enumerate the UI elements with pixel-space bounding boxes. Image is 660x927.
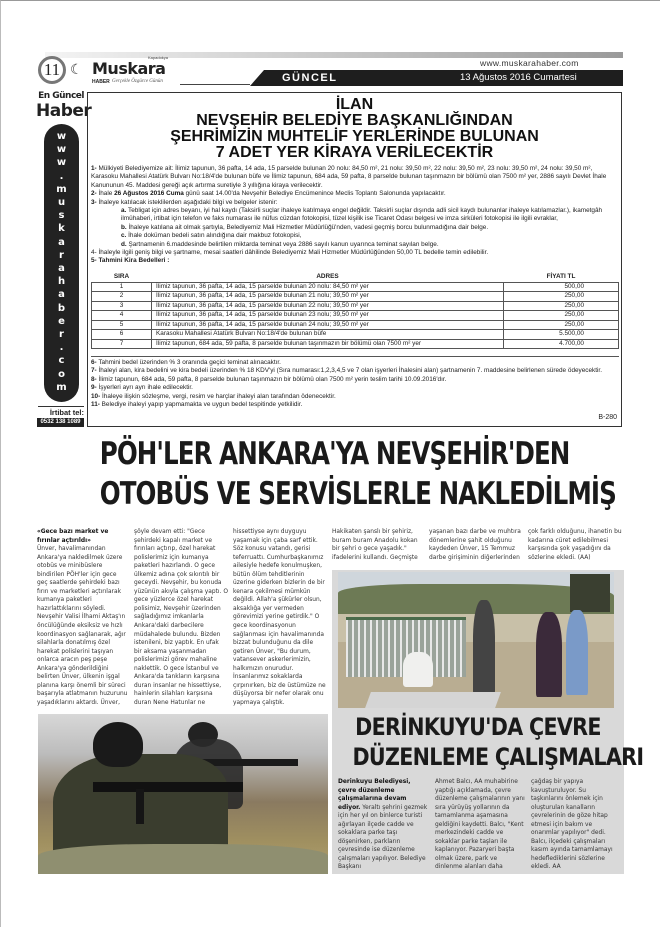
notice-item-3 [91,199,619,207]
url-letter: o [58,368,65,380]
item-letter: c. [121,232,127,240]
photo-shape [93,722,143,767]
table-row [92,330,619,340]
notice-reference: B-280 [598,414,617,421]
rent-table [91,273,619,349]
table-row [92,339,619,349]
notice-title-2: NEVŞEHİR BELEDİYE BAŞKANLIĞINDAN [196,112,513,129]
photo-shape [473,600,495,695]
url-letter: e [58,315,65,327]
cell-adres: İlimiz tapunun, 36 pafta, 14 ada, 15 parselde bulunan 21 nolu; 39,50 m² yer [152,292,504,302]
article-column-5: yaşanan bazı darbe ve muhtıra dönemlerine şahit olduğunu kaydeden Ünver, 15 Temmuz darbe girişiminin diğerlerinden [429,529,521,561]
special-forces-photo [38,714,328,874]
notice-body [91,165,619,266]
notice-title-1: İLAN [335,96,374,113]
notice-item-3a [91,207,619,224]
contact-divider [38,406,84,407]
article-text: Ünver, havalimanından Ankara'ya nakledilmek üzere otobüs ve minibüslere bindirilen PÖH'ler için gece geç saatlerde şehirdeki bazı fırın ve marketleri açtırılarak kumanya paketleri hazırlattıklarını söyledi. Nevşehir Valisi İlhami Aktaş'ın öncülüğünde eksiksiz ve hızlı koordinasyon sağlanarak, ağır silahlarla donatılmış özel harekat polislerini taşıyan onlarca aracın peş peşe Ankara'ya gönderildiğini belirten Ünver, ülkenin işgal planına karşı önemli bir süreci başarıyla atlatmanın huzurunu yaşadıklarını aktardı. Ünver, [37,546,128,706]
cell-adres: İlimiz tapunun, 684 ada, 59 pafta, 8 parselde bulunan taşınmazın bir bölümü olan 7500 m² yer [152,339,504,349]
cell-fiyat: 250,00 [504,301,619,311]
cell-adres: İlimiz tapunun, 36 pafta, 14 ada, 15 parselde bulunan 22 nolu; 39,50 m² yer [152,301,504,311]
cell-sira: 2 [92,292,152,302]
item-number: 7- [91,367,97,375]
derinkuyu-column-1 [338,778,428,872]
contact-phone[interactable]: 0532 138 1089 [37,418,84,427]
item-text: İhaleye ilişkin sözleşme, vergi, resim ve harçlar ihaleyi alan tarafından ödenecektir. [102,392,336,400]
cell-sira: 4 [92,311,152,321]
derinkuyu-column-2: Ahmet Balcı, AA muhabirine yaptığı açıklamada, çevre düzenleme çalışmalarının yanı sıra yürüyüş yollarının da tamamlanma aşamasına geldiğini kaydetti. Balcı, "Kent merkezindeki cadde ve sokaklar parke taşları ile kaplanıyor. Pazaryeri başta olmak üzere, park ve dinlenme alanları daha [435,779,525,871]
url-letter: . [59,170,64,182]
url-letter: a [58,236,65,248]
notice-item-7 [91,367,619,375]
issue-date: 13 Ağustos 2016 Cumartesi [460,72,577,83]
item-number: 2- [91,190,97,198]
photo-shape [93,782,243,792]
derinkuyu-column-3: çağdaş bir yapıya kavuşturuluyor. Su taşkınlarını önlemek için oluşturulan kanalların çevrelerinin de göze hitap etmesi için bakım ve onarımlar yapılıyor" dedi. Balcı, ilçedeki çalışmaları kasım ayında tamamlamayı hedeflediklerini sözlerine ekledi. AA [531,779,613,871]
item-text: İhale doküman bedeli satın alındığına dair makbuz fotokopisi, [128,232,302,240]
page-number: 11 [38,56,66,84]
cell-sira: 3 [92,301,152,311]
url-letter: w [56,131,67,142]
notice-item-11 [91,401,619,409]
derinkuyu-text: Yeraltı şehrini gezmek için her yıl on binlerce turisti ağırlayan ilçede cadde ve sokaklara parke taşı döşenirken, parkların çevresinde ise düzenleme çalışmaları yapılıyor. Belediye Başkanı [338,804,428,871]
sidebar-label-top: En Güncel [38,91,84,101]
logo-slogan: Gerçekle Özgürce Günün [112,79,163,84]
url-letter: c [58,355,65,367]
item-text: İlimiz tapunun, 684 ada, 59 pafta, 8 parselde bulunan taşınmazın bir bölümü olan 7500 m² yerin teslim tarihi 10.09.2016'dır. [98,375,447,383]
photo-shape [136,789,144,824]
item-number: 9- [91,384,97,392]
col-header-adres: ADRES [316,273,339,281]
article-column-2: şöyle devam etti: "Gece şehirdeki kapalı market ve fırınları açtırıp, özel harekat polislerimiz için kumanya paketleri hazırlandı. O gece ülkemiz adına çok sıkıntılı bir geceydi. Nevşehir, bu konuda yüzünün akıyla çalışma yaptı. O gece yüzlerce özel harekat polisimiz, Nevşehir üzerinden sağladığımız imkanlarla Ankara'daki darbecilere müdahalede bulundu. Bizden istenileni, biz yaptık. En ufak bir aksama yaşanmadan polislerimizi görev mahaline naklettik. O gece İstanbul ve Ankara'da tankların karşısına duran insanlar ne hissettiyse, hainlerin silahları karşısına duran Nene Hatunlar ne [134,529,228,706]
photo-shape [570,574,610,612]
main-headline-line1: PÖH'LER ANKARA'YA NEVŞEHİR'DEN [99,436,570,472]
table-header-row [92,273,619,282]
url-letter: m [56,183,67,195]
item-text: İşyerleri ayrı ayrı ihale edilecektir. [98,384,193,392]
cell-adres: Karasoku Mahallesi Atatürk Bulvarı No:18/4'de bulunan büfe [152,330,504,340]
cell-fiyat: 5.500,00 [504,330,619,340]
table-row [92,301,619,311]
logo-small-text: Kapadokya [148,55,169,60]
muskara-logo[interactable] [70,55,180,87]
vertical-url-pill[interactable] [44,124,79,402]
table-row [92,311,619,321]
cell-fiyat: 250,00 [504,292,619,302]
section-name: GÜNCEL [282,72,338,84]
derinkuyu-headline-line1: DERİNKUYU'DA ÇEVRE [355,713,601,741]
derinkuyu-lead: Derinkuyu Belediyesi, çevre düzenleme çalışmalarına devam ediyor. [338,779,411,811]
main-headline[interactable] [99,434,616,514]
url-letter: u [57,197,66,209]
item-number: 1- [91,165,97,172]
tender-date: 26 Ağustos 2016 Cuma [114,190,184,198]
photo-shape [403,652,433,687]
derinkuyu-headline-line2: DÜZENLEME ÇALIŞMALARI [352,743,644,771]
article-column-1 [37,528,129,707]
item-text: günü saat 14.00'da Nevşehir Belediye Encümenince Meclis Toplantı Salonunda yapılacaktır. [185,190,446,198]
cell-adres: İlimiz tapunun, 36 pafta, 14 ada, 15 parselde bulunan 20 nolu: 84,50 m² yer [152,282,504,292]
url-letter: w [56,157,67,169]
notice-item-3b [91,224,619,232]
notice-item-10 [91,393,619,401]
item-number: 3- [91,198,97,206]
main-headline-line2: OTOBÜS VE SERVİSLERLE NAKLEDİLMİŞ [99,476,616,512]
item-number: 6- [91,359,97,366]
notice-footer [91,356,619,409]
notice-item-4: 4- İhaleyle ilgili geniş bilgi ve şartname, mesai saatleri dâhilinde Belediyemiz Mali Hizmetler Müdürlüğünden 50,00 TL bedelle temin edilebilir. [91,249,489,257]
photo-shape [365,692,501,708]
contact-label: İrtibat tel: [49,408,84,417]
url-letter: h [57,276,66,288]
article-column-6: çok farklı olduğunu, ihanetin bu kadarına cüret edilebilmesi karşısında şok yaşadığını da sözlerine ekledi. (AA) [528,529,622,561]
table-row [92,282,619,292]
cell-sira: 1 [92,282,152,292]
cell-fiyat: 500,00 [504,282,619,292]
cell-adres: İlimiz tapunun, 36 pafta, 14 ada, 15 parselde bulunan 24 nolu; 39,50 m² yer [152,320,504,330]
logo-sub: HABER [92,79,110,85]
item-text: Belediye ihaleyi yapıp yapmamakta ve uygun bedel tespitinde yetkilidir. [101,401,303,409]
notice-title-3: ŞEHRİMİZİN MUHTELİF YERLERİNDE BULUNAN [170,128,539,145]
url-letter: k [58,223,65,235]
article-subhead: «Gece bazı market ve fırınlar açtırıldı» [37,529,109,544]
logo-name: Muskara [92,59,166,78]
item-letter: b. [121,223,127,231]
item-text: Şartnamenin 6.maddesinde belirtilen miktarda teminat veya 2886 sayılı kanun uyarınca teminat sayılan belge. [128,240,439,248]
item-number: 10- [91,392,101,400]
cell-fiyat: 250,00 [504,311,619,321]
header-divider [180,84,250,85]
url-letter: w [56,144,67,156]
url-letter: a [58,289,65,301]
notice-item-2 [91,190,619,198]
url-letter: m [56,381,67,393]
photo-shape [566,610,588,695]
url-letter: . [59,342,64,354]
item-number: 8- [91,375,97,383]
sidebar-label-big: Haber [36,101,92,121]
url-letter: b [57,302,66,314]
item-letter: d. [121,240,127,248]
url-letter: r [59,329,64,341]
url-letter: a [58,263,65,275]
notice-item-3d [91,241,619,249]
site-url[interactable]: www.muskarahaber.com [480,58,579,68]
tender-notice [87,92,622,427]
cell-sira: 6 [92,330,152,340]
item-text: Mülkiyeti Belediyemize ait: İlimiz tapunun, 36 pafta, 14 ada, 15 parselde bulunan 20 nolu: 84,50 m², 21 nolu: 39,50 m², 22 nolu: 39,50 m², 23 nolu: 39,50 m², 24 nolu: 39,50 m², Karasoku Mahallesi Atatürk Bulvarı No:18/4'de bulunan büfe ve İlimiz tapunun, 684 ada, 59 pafta, 8 parselde bulunan taşınmazın bir bölümü olan 7500 m² yer, 2886 sayılı Devlet İhale Kanununun 45. Maddesi gereği açık artırma suretiyle 3 yıllığına kiraya verilecektir. [91,165,607,189]
url-letter: r [59,249,64,261]
notice-item-5: 5- Tahmini Kira Bedelleri : [91,257,170,265]
table-row [92,320,619,330]
notice-item-3c [91,232,619,240]
item-text: İhaleyi alan, kira bedelini ve kira bedeli üzerinden % 18 KDV'yi (Sıra numarası:1,2,3,4,5 ve 7 olan işyerleri İhalesini alan) şartnamenin 7. maddesine belirlenen sürede ödeyecektir. [98,367,602,375]
notice-item-9 [91,384,619,392]
photo-shape [38,844,328,874]
notice-title-4: 7 ADET YER KİRAYA VERİLECEKTİR [215,144,494,161]
cell-fiyat: 4.700,00 [504,339,619,349]
item-text: Tahmini bedel üzerinden % 3 oranında geçici teminat alınacaktır. [98,359,281,366]
item-letter: a. [121,207,127,215]
cell-sira: 5 [92,320,152,330]
item-text: Tebligat için adres beyanı, iyi hal kaydı (Taksirli suçlar ihaleye katılmaya engel değildir. Taksirli suçlar dışında adli sicil kaydı bulunanlar ihaleye katılamazlar.), ikametgâh ilmühaberi, irtibat için telefon ve faks numarası ile nüfus cüzdan fotokopisi, tüzel kişilik ise Ticaret Odası belgesi ve imza sirküleri fotokopisi ile ilgili evraklar, [121,207,603,223]
photo-shape [536,612,562,697]
construction-workers-photo [338,572,614,708]
item-number: 11- [91,401,100,409]
cell-fiyat: 250,00 [504,320,619,330]
cell-adres: İlimiz tapunun, 36 pafta, 14 ada, 15 parselde bulunan 23 nolu; 39,50 m² yer [152,311,504,321]
col-header-fiyat: FİYATI TL [546,273,576,281]
article-column-4: Hakikaten şanslı bir şehiriz, buram buram Anadolu kokan bir şehri o gece yaşadık." ifadelerini kullandı. Geçmişte [332,529,418,561]
item-text: İhale [98,190,113,198]
notice-item-1 [91,165,619,190]
notice-item-8 [91,376,619,384]
bird-logo-icon: ☾ [70,61,83,77]
url-letter: s [58,210,65,222]
cell-sira: 7 [92,339,152,349]
derinkuyu-headline[interactable] [352,712,644,772]
article-column-3: hissettiyse aynı duyguyu yaşamak için çaba sarf ettik. Söz konusu vatandı, gerisi teferruattı. Cumhurbaşkanımız ailesiyle hedefe konulmuşken, bütün ölüm tehditlerinin üzerine giderken bizlerin de bir kenara çekilmesi mümkün değildi. Allah'a şükürler olsun, aksaklığa yer vermeden görevimizi yerine getirdik." O gece koordinasyonun sağlanması için havalimanında bizzat bulunduğunu da dile getiren Ünver, "Bu durum, vatansever askerlerimizin, halkımızın onurudur. İnsanlarımız sokaklarda çırpınırken, biz de üstümüze ne düşüyorsa bir nefer olarak onu yapmaya çalıştık. [233,529,326,706]
item-text: İhaleye katılana ait olmak şartıyla, Belediyemiz Mali Hizmetler Müdürlüğü'nden, vadesi geçmiş borcu bulunmadığına dair belge. [128,223,489,231]
table-row [92,292,619,302]
item-text: İhaleye katılacak isteklilerden aşağıdaki bilgi ve belgeler istenir: [98,198,278,206]
col-header-sira: SIRA [113,273,130,281]
